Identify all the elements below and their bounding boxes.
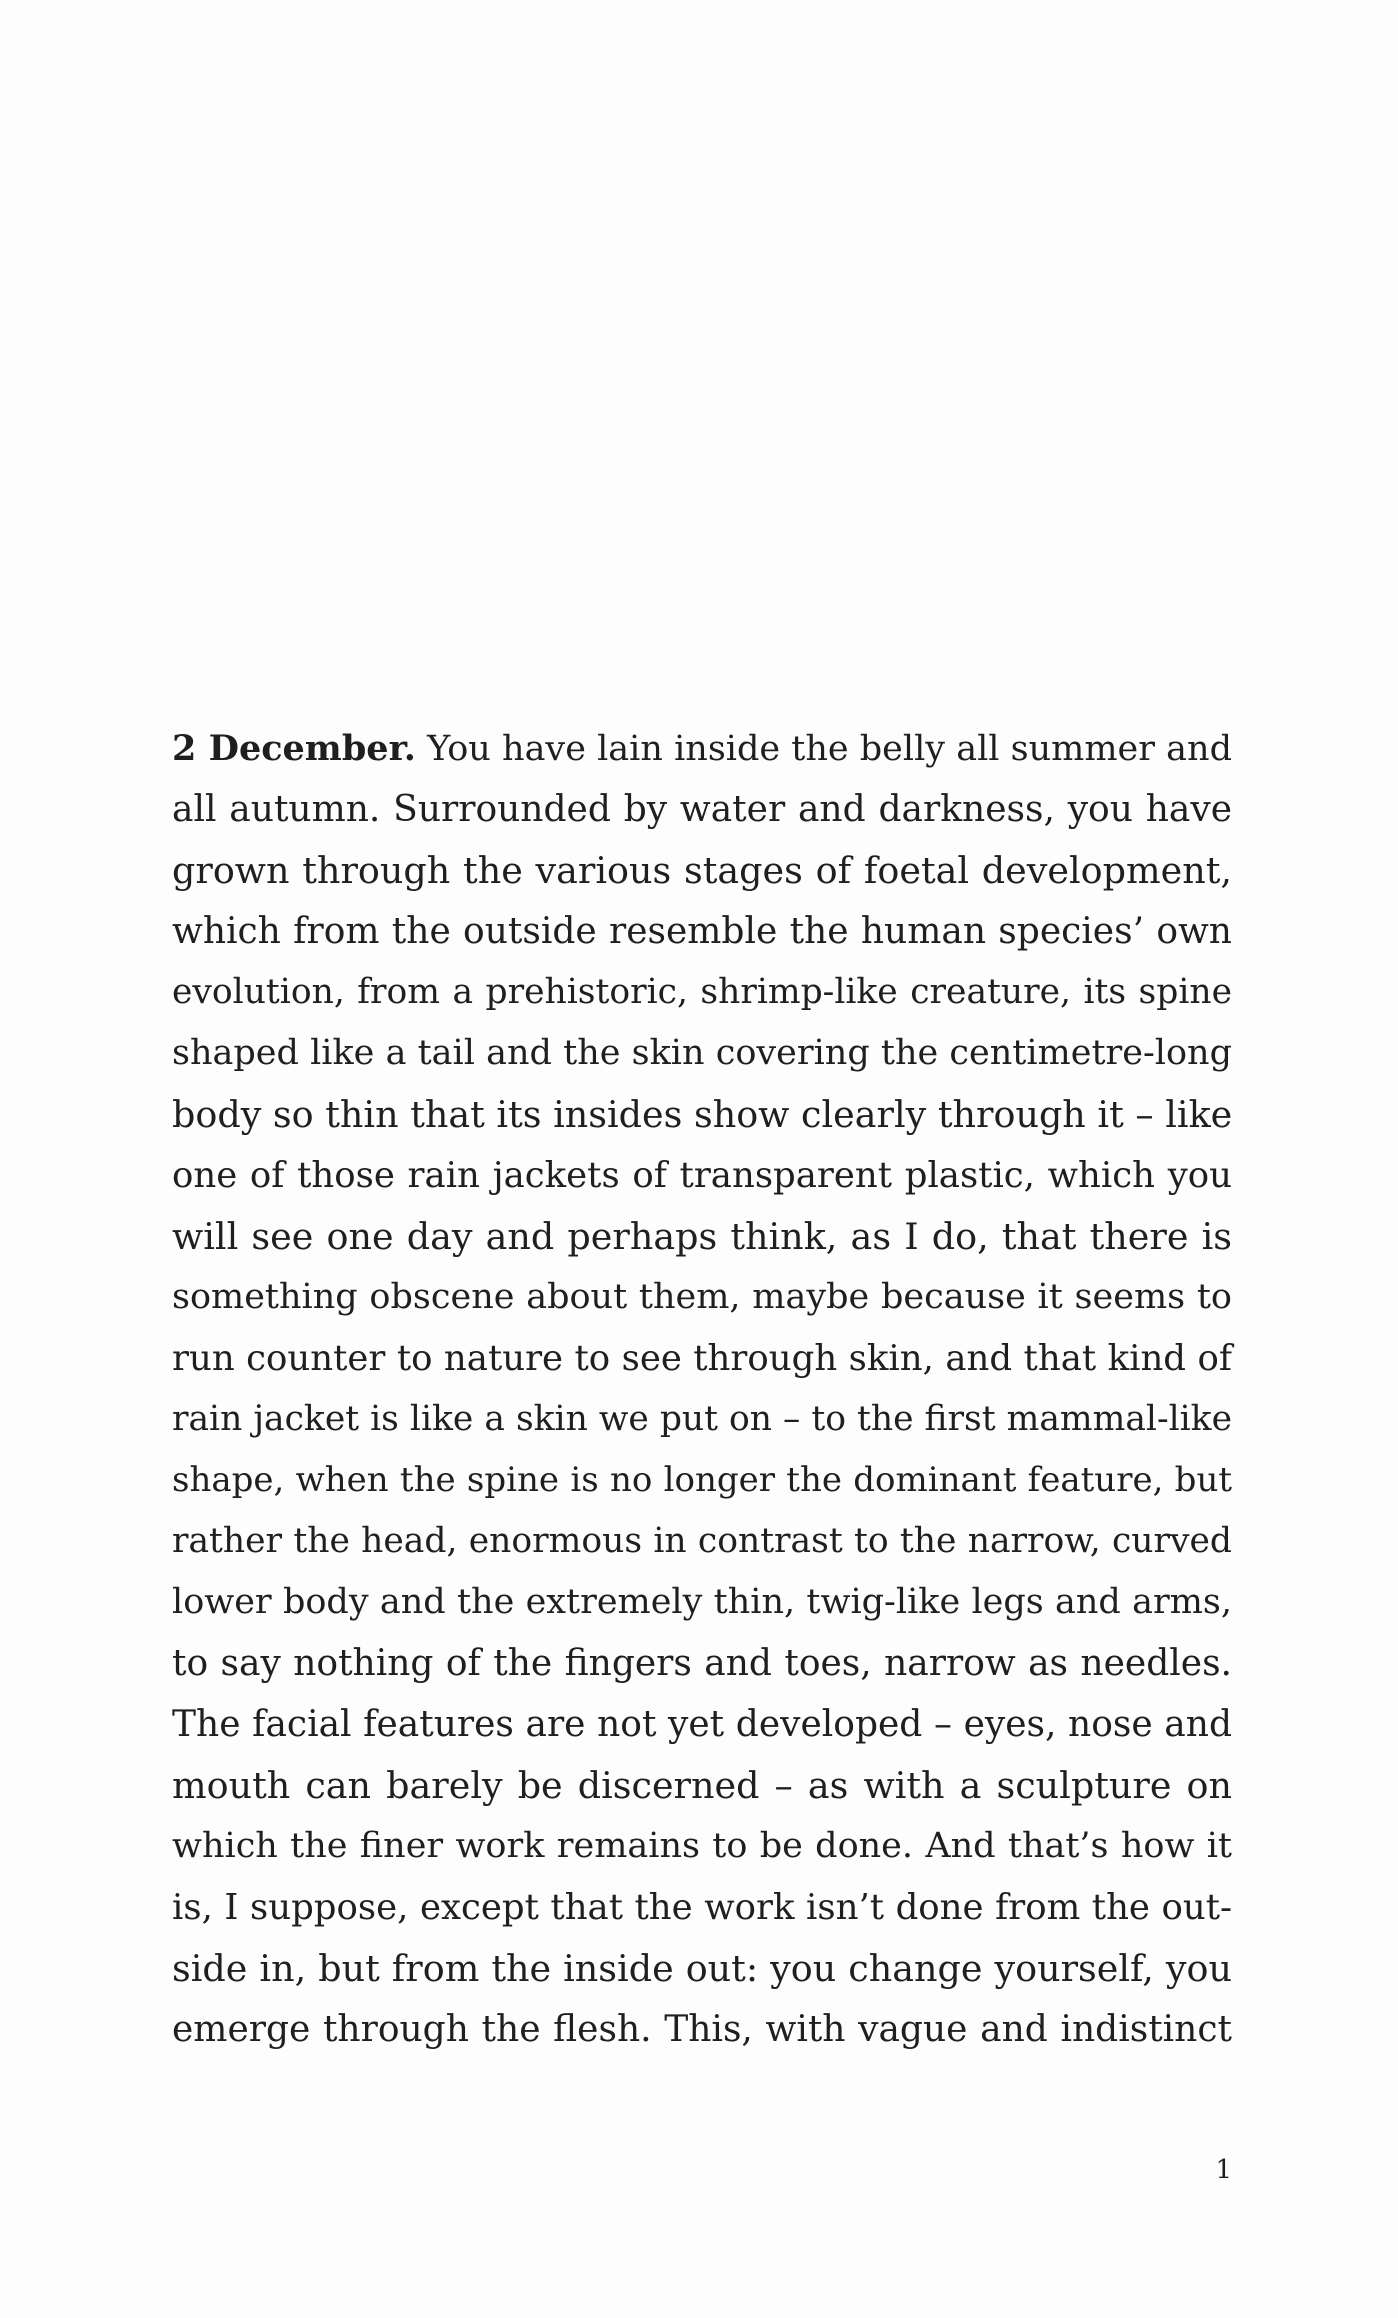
text-line: which the finer work remains to be done. And that’s how it <box>172 1826 1232 1866</box>
text-line: side in, but from the inside out: you change yourself, you <box>172 1947 1232 1990</box>
text-line: run counter to nature to see through skin, and that kind of <box>172 1338 1232 1379</box>
text-line: emerge through the flesh. This, with vague and indistinct <box>172 2009 1232 2050</box>
text-line: one of those rain jackets of transparent plastic, which you <box>172 1155 1232 1196</box>
text-line: will see one day and perhaps think, as I do, that there is <box>172 1215 1232 1258</box>
text-line-1 <box>172 718 1232 779</box>
entry-date: 2 December. <box>172 728 416 769</box>
body-text <box>172 718 1232 2060</box>
text-line: to say nothing of the fingers and toes, narrow as needles. <box>172 1643 1232 1684</box>
text-line: evolution, from a prehistoric, shrimp-like creature, its spine <box>172 972 1232 1012</box>
text-line: is, I suppose, except that the work isn’t done from the out- <box>172 1887 1232 1928</box>
text-line: shaped like a tail and the skin covering the centimetre-long <box>172 1033 1232 1073</box>
text-line: rather the head, enormous in contrast to the narrow, curved <box>172 1521 1232 1561</box>
text-line: body so thin that its insides show clearly through it – like <box>172 1093 1233 1136</box>
text-line: grown through the various stages of foetal development, <box>172 849 1232 892</box>
text-line: The facial features are not yet developed – eyes, nose and <box>172 1704 1232 1745</box>
page-number: 1 <box>1215 2155 1232 2185</box>
text-line: which from the outside resemble the human species’ own <box>172 911 1232 952</box>
text-line: lower body and the extremely thin, twig-like legs and arms, <box>172 1582 1232 1622</box>
text-line: mouth can barely be discerned – as with a sculpture on <box>172 1764 1232 1807</box>
text-line: all autumn. Surrounded by water and darkness, you have <box>172 789 1232 830</box>
text-line: shape, when the spine is no longer the dominant feature, but <box>172 1460 1232 1500</box>
first-line-text: You have lain inside the belly all summer and <box>415 729 1232 769</box>
text-line: something obscene about them, maybe because it seems to <box>172 1277 1232 1317</box>
text-line: rain jacket is like a skin we put on – to the first mammal-like <box>172 1399 1232 1439</box>
